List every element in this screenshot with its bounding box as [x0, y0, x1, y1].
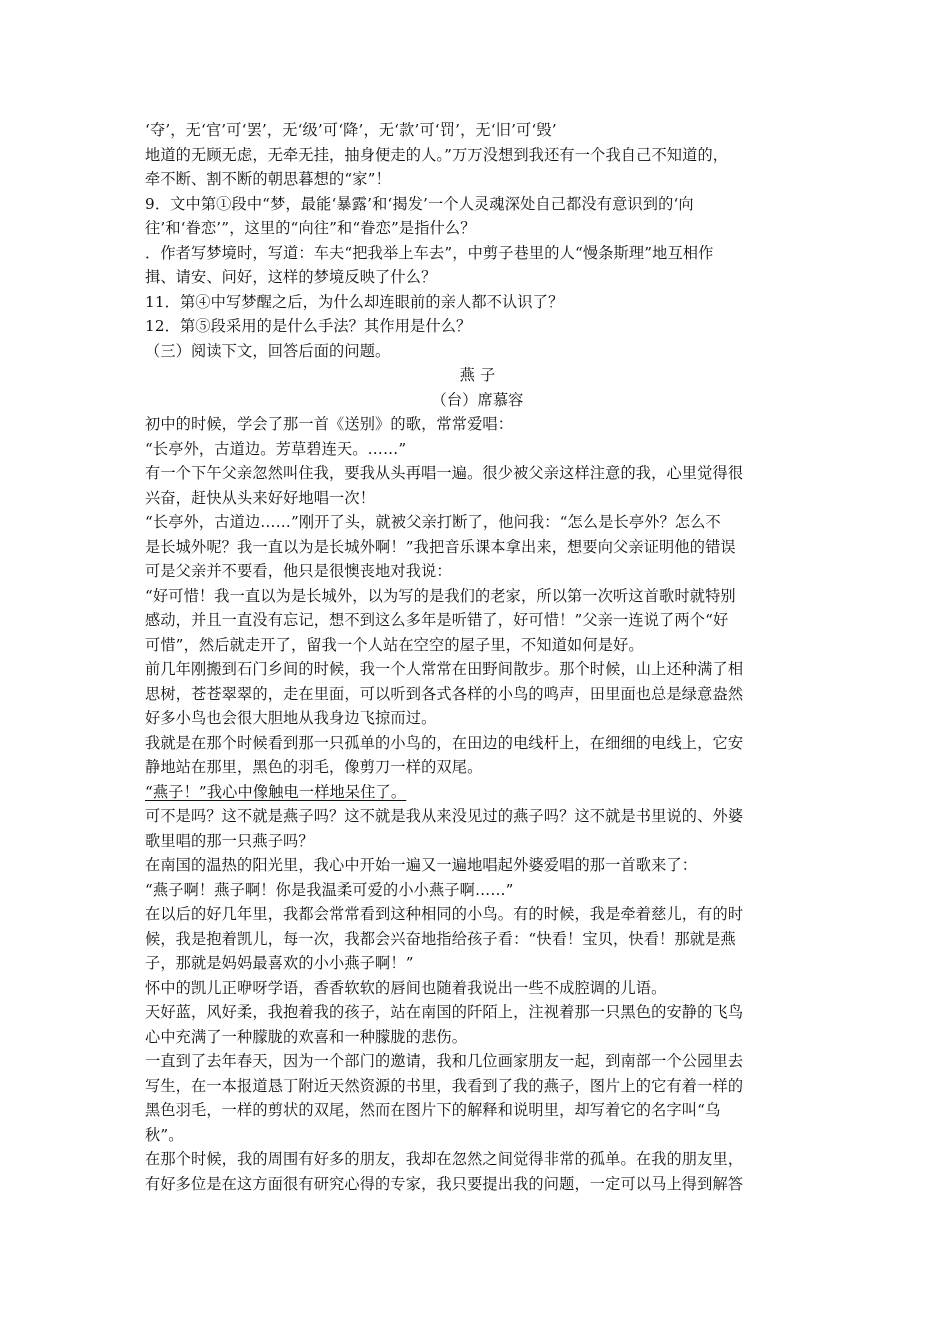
text-line: 有好多位是在这方面很有研究心得的专家，我只要提出我的问题，一定可以马上得到解答 — [145, 1174, 744, 1193]
text-line: “长亭外，古道边。芳草碧连天。……” — [145, 439, 407, 458]
text-line: 写生，在一本报道恳丁附近天然资源的书里，我看到了我的燕子，图片上的它有着一样的 — [145, 1076, 744, 1095]
question-9-cont: 往’和‘眷恋’”，这里的“向往”和“眷恋”是指什么？ — [145, 219, 476, 237]
text-line: 候，我是抱着凯儿，每一次，我都会兴奋地指给孩子看：“快看！宝贝，快看！那就是燕 — [145, 929, 736, 948]
text-line: 初中的时候，学会了那一首《送别》的歌，常常爱唱： — [145, 415, 514, 433]
text-line: ‘夺’，无‘官’可‘罢’，无‘级’可‘降’，无‘款’可‘罚’，无‘旧’可‘毁’ — [145, 121, 557, 139]
question-10-cont: 揖、请安、问好，这样的梦境反映了什么？ — [145, 268, 437, 286]
text-line: 可是父亲并不要看，他只是很懊丧地对我说： — [145, 562, 452, 580]
text-line: 子，那就是妈妈最喜欢的小小燕子啊！” — [145, 954, 414, 972]
text-line: 在以后的好几年里，我都会常常看到这种相同的小鸟。有的时候，我是牵着慈儿，有的时 — [145, 905, 744, 923]
text-line: 心中充满了一种朦胧的欢喜和一种朦胧的悲伤。 — [145, 1027, 468, 1046]
text-line: 前几年刚搬到石门乡间的时候，我一个人常常在田野间散步。那个时候，山上还种满了相 — [145, 660, 744, 678]
text-line: 一直到了去年春天，因为一个部门的邀请，我和几位画家朋友一起，到南部一个公园里去 — [145, 1052, 744, 1070]
section-heading: （三）阅读下文，回答后面的问题。 — [145, 341, 391, 360]
question-10: ．作者写梦境时，写道：车夫“把我举上车去”，中剪子巷里的人“慢条斯理”地互相作 — [145, 243, 714, 262]
text-line: 牵不断、割不断的朝思暮想的“家”！ — [145, 170, 391, 188]
text-line: 秋”。 — [145, 1125, 184, 1144]
text-line: “好可惜！我一直以为是长城外，以为写的是我们的老家，所以第一次听这首歌时就特别 — [145, 586, 736, 605]
text-line: 歌里唱的那一只燕子吗？ — [145, 831, 314, 850]
text-line: 好多小鸟也会很大胆地从我身边飞掠而过。 — [145, 709, 437, 727]
text-line: 可不是吗？这不就是燕子吗？这不就是我从来没见过的燕子吗？这不就是书里说的、外婆 — [145, 807, 744, 825]
text-line: “燕子啊！燕子啊！你是我温柔可爱的小小燕子啊……” — [145, 880, 514, 899]
question-9: 9．文中第①段中“梦，最能‘暴露’和‘揭发’一个人灵魂深处自己都没有意识到的‘向 — [145, 194, 694, 213]
text-line: 兴奋，赶快从头来好好地唱一次！ — [145, 488, 376, 507]
text-line: 天好蓝，风好柔，我抱着我的孩子，站在南国的阡陌上，注视着那一只黑色的安静的飞鸟 — [145, 1003, 744, 1021]
underlined-sentence: “燕子！”我心中像触电一样地呆住了。 — [145, 782, 407, 801]
article-author: （台）席慕容 — [431, 390, 524, 409]
question-11: 11．第④中写梦醒之后，为什么却连眼前的亲人都不认识了？ — [145, 292, 564, 311]
text-line: 思树，苍苍翠翠的，走在里面，可以听到各式各样的小鸟的鸣声，田里面也总是绿意盎然 — [145, 684, 744, 703]
text-line: 感动，并且一直没有忘记，想不到这么多年是听错了，好可惜！”父亲一连说了两个“好 — [145, 611, 729, 629]
text-line: 静地站在那里，黑色的羽毛，像剪刀一样的双尾。 — [145, 758, 483, 776]
text-line: 地道的无顾无虑，无牵无挂，抽身便走的人。”万万没想到我还有一个我自己不知道的， — [145, 145, 729, 164]
text-line: 有一个下午父亲忽然叫住我，要我从头再唱一遍。很少被父亲这样注意的我，心里觉得很 — [145, 464, 744, 482]
text-line: 黑色羽毛，一样的剪状的双尾，然而在图片下的解释和说明里，却写着它的名字叫“乌 — [145, 1101, 721, 1119]
question-12: 12．第⑤段采用的是什么手法？其作用是什么？ — [145, 317, 472, 335]
article-title: 燕 子 — [459, 366, 496, 384]
text-line: “长亭外，古道边……”刚开了头，就被父亲打断了，他问我：“怎么是长亭外？怎么不 — [145, 513, 721, 531]
text-line: 在那个时候，我的周围有好多的朋友，我却在忽然之间觉得非常的孤单。在我的朋友里， — [145, 1150, 744, 1168]
text-line: 可惜”，然后就走开了，留我一个人站在空空的屋子里，不知道如何是好。 — [145, 635, 644, 654]
text-line: 怀中的凯儿正咿呀学语，香香软软的唇间也随着我说出一些不成腔调的儿语。 — [145, 978, 667, 997]
text-line: 我就是在那个时候看到那一只孤单的小鸟的，在田边的电线杆上，在细细的电线上，它安 — [145, 733, 744, 752]
text-line: 在南国的温热的阳光里，我心中开始一遍又一遍地唱起外婆爱唱的那一首歌来了： — [145, 856, 698, 874]
text-line: 是长城外呢？我一直以为是长城外啊！”我把音乐课本拿出来，想要向父亲证明他的错误 — [145, 537, 736, 556]
document-page — [145, 118, 810, 1196]
